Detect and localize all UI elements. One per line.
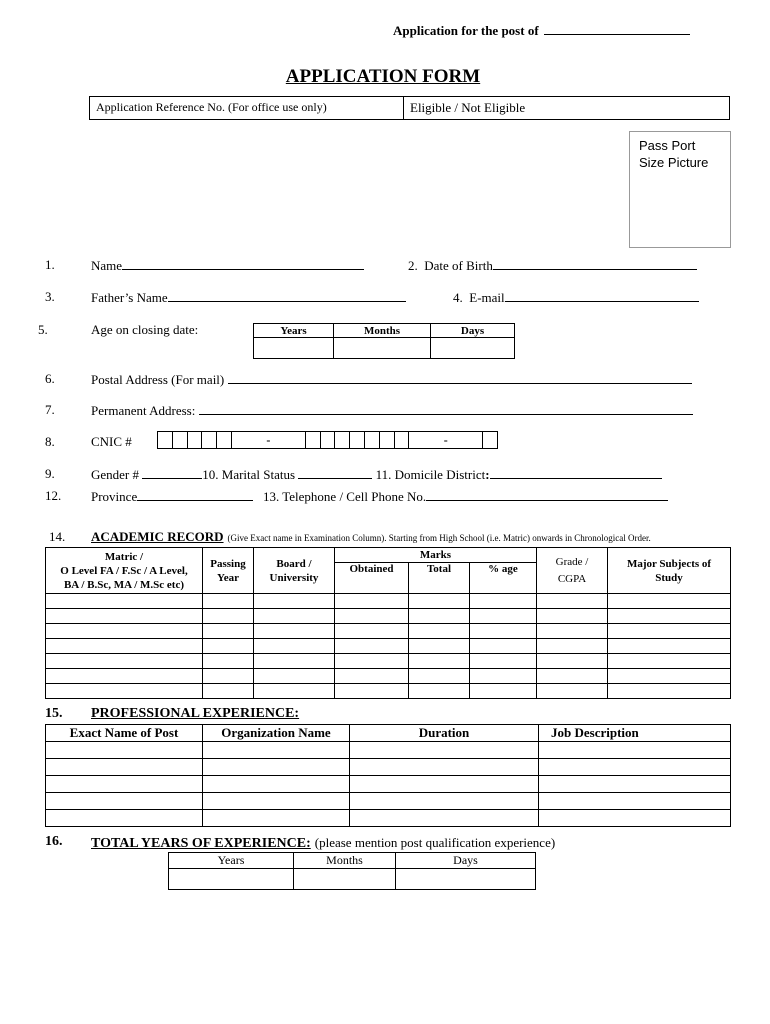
experience-cell[interactable] [350,810,539,827]
experience-cell[interactable] [46,759,203,776]
col-exam-line-1: Matric / [104,550,144,563]
experience-cell[interactable] [350,759,539,776]
experience-cell[interactable] [46,810,203,827]
academic-cell[interactable] [335,594,409,609]
academic-cell[interactable] [409,639,470,654]
postal-address-input[interactable] [228,371,692,384]
name-label: Name [91,258,123,273]
academic-cell[interactable] [470,684,537,699]
academic-row [46,639,731,654]
postal-address-field [91,371,692,388]
eligibility-label: Eligible / Not Eligible [410,100,526,115]
experience-cell[interactable] [46,793,203,810]
col-passing-line-1: Passing [210,557,246,570]
academic-cell[interactable] [335,624,409,639]
academic-cell[interactable] [46,639,203,654]
col-passing-year [203,548,254,594]
col-board [254,548,335,594]
age-label: Age on closing date: [91,322,199,337]
academic-cell[interactable] [46,594,203,609]
cnic-boxes [157,431,498,449]
academic-heading [91,528,651,546]
academic-cell[interactable] [46,609,203,624]
academic-cell[interactable] [409,609,470,624]
col-board-line-2: University [269,571,319,584]
domicile-input[interactable] [490,466,662,479]
section-number-15: 15. [45,706,63,721]
academic-row [46,624,731,639]
cnic-digit-11[interactable] [379,432,394,449]
cnic-digit-10[interactable] [364,432,379,449]
father-name-field [91,289,406,306]
academic-cell[interactable] [409,684,470,699]
col-job-description: Job Description [539,725,731,742]
academic-cell[interactable] [608,639,731,654]
experience-row [46,759,731,776]
academic-cell[interactable] [537,624,608,639]
academic-cell[interactable] [335,609,409,624]
col-subjects-line-1: Major Subjects of [626,557,712,570]
telephone-input[interactable] [426,488,668,501]
experience-cell[interactable] [203,776,350,793]
post-applied-line [393,22,690,39]
field-number-8: 8. [45,434,55,449]
total-years-input[interactable] [169,869,294,890]
academic-cell[interactable] [470,594,537,609]
total-experience-table [168,852,536,890]
domicile-colon: : [485,467,490,482]
field-number-1: 1. [45,257,55,272]
age-col-months: Months [334,324,431,338]
academic-cell[interactable] [608,684,731,699]
reference-divider [403,97,404,119]
academic-cell[interactable] [335,669,409,684]
section-number-14: 14. [49,529,66,544]
cnic-digit-7[interactable] [320,432,335,449]
email-label: E-mail [469,290,505,305]
academic-cell[interactable] [409,669,470,684]
academic-note: (Give Exact name in Examination Column). Starting from High School (i.e. Matric) onwards in Chronological Order. [227,533,651,543]
reference-box [89,96,730,120]
col-subjects [608,548,731,594]
total-experience-title: TOTAL YEARS OF EXPERIENCE: [91,836,311,851]
experience-cell[interactable] [350,742,539,759]
academic-cell[interactable] [537,594,608,609]
academic-cell[interactable] [608,594,731,609]
academic-cell[interactable] [470,609,537,624]
email-input[interactable] [505,289,699,302]
age-months-input[interactable] [334,338,431,359]
experience-cell[interactable] [46,742,203,759]
experience-cell[interactable] [350,793,539,810]
postal-address-label: Postal Address (For mail) [91,372,225,387]
age-table [253,323,515,359]
academic-cell[interactable] [470,654,537,669]
name-input[interactable] [122,257,364,270]
contact-row [91,488,668,505]
academic-record-table [45,547,731,699]
academic-cell[interactable] [254,669,335,684]
field-number-9: 9. [45,466,55,481]
col-exam-line-3: BA / B.Sc, MA / M.Sc etc) [63,578,185,591]
cnic-digit-5[interactable] [217,432,232,449]
cnic-digit-12[interactable] [394,432,409,449]
experience-cell[interactable] [539,759,731,776]
academic-cell[interactable] [537,669,608,684]
academic-cell[interactable] [335,684,409,699]
col-grade [537,548,608,594]
academic-cell[interactable] [254,654,335,669]
academic-cell[interactable] [409,654,470,669]
academic-cell[interactable] [335,639,409,654]
academic-cell[interactable] [203,609,254,624]
experience-row [46,810,731,827]
field-number-6: 6. [45,371,55,386]
field-number-5: 5. [38,322,48,337]
passport-photo-box[interactable] [629,131,731,248]
academic-cell[interactable] [537,654,608,669]
dob-field [408,257,697,274]
col-percent: % age [470,563,537,594]
col-subjects-line-2: Study [655,571,683,584]
experience-cell[interactable] [350,776,539,793]
col-organization: Organization Name [203,725,350,742]
col-marks: Marks [335,548,537,563]
total-col-months: Months [294,853,396,869]
total-experience-note: (please mention post qualification experience) [314,835,556,850]
cnic-dash-2: - [409,432,483,449]
personal-row [91,466,662,483]
col-post-name: Exact Name of Post [46,725,203,742]
academic-cell[interactable] [537,609,608,624]
post-applied-label: Application for the post of [393,23,539,38]
cnic-digit-1[interactable] [158,432,173,449]
cnic-digit-2[interactable] [172,432,187,449]
marital-status-label: 10. Marital Status [202,467,296,482]
academic-cell[interactable] [46,654,203,669]
col-obtained: Obtained [335,563,409,594]
academic-row [46,609,731,624]
academic-cell[interactable] [470,624,537,639]
permanent-address-label: Permanent Address: [91,403,196,418]
academic-cell[interactable] [608,669,731,684]
academic-cell[interactable] [203,654,254,669]
dob-label: Date of Birth [424,258,493,273]
experience-cell[interactable] [46,776,203,793]
field-number-2: 2. [408,258,418,273]
academic-cell[interactable] [203,669,254,684]
reference-label: Application Reference No. (For office use only) [96,100,327,114]
gender-input[interactable] [142,466,202,479]
field-number-3: 3. [45,289,55,304]
cnic-digit-4[interactable] [202,432,217,449]
telephone-label: 13. Telephone / Cell Phone No. [262,489,427,504]
father-name-label: Father’s Name [91,290,168,305]
academic-cell[interactable] [608,609,731,624]
field-number-12: 12. [45,488,62,503]
total-col-days: Days [396,853,536,869]
experience-cell[interactable] [539,776,731,793]
experience-cell[interactable] [203,810,350,827]
total-experience-heading [91,834,555,852]
post-applied-field[interactable] [544,22,690,35]
academic-cell[interactable] [470,639,537,654]
col-examination [46,548,203,594]
province-label: Province [91,489,138,504]
email-field [453,289,699,306]
cnic-digit-13[interactable] [483,432,498,449]
experience-cell[interactable] [539,793,731,810]
academic-cell[interactable] [46,669,203,684]
section-number-16: 16. [45,834,63,849]
col-total: Total [409,563,470,594]
experience-cell[interactable] [203,793,350,810]
experience-cell[interactable] [203,759,350,776]
age-days-input[interactable] [431,338,515,359]
permanent-address-input[interactable] [199,402,693,415]
academic-cell[interactable] [254,639,335,654]
academic-cell[interactable] [608,654,731,669]
field-number-7: 7. [45,402,55,417]
academic-cell[interactable] [46,684,203,699]
experience-row [46,742,731,759]
cnic-digit-9[interactable] [350,432,365,449]
photo-line-2: Size Picture [639,155,709,170]
age-col-days: Days [431,324,515,338]
academic-cell[interactable] [537,639,608,654]
academic-title: ACADEMIC RECORD [91,529,224,544]
academic-cell[interactable] [254,624,335,639]
academic-cell[interactable] [254,594,335,609]
permanent-address-field [91,402,693,419]
academic-cell[interactable] [203,624,254,639]
experience-cell[interactable] [539,742,731,759]
col-duration: Duration [350,725,539,742]
professional-experience-table [45,724,731,827]
academic-cell[interactable] [203,594,254,609]
academic-cell[interactable] [203,684,254,699]
experience-cell[interactable] [539,810,731,827]
total-months-input[interactable] [294,869,396,890]
academic-cell[interactable] [203,639,254,654]
cnic-digit-6[interactable] [305,432,320,449]
field-number-4: 4. [453,290,463,305]
total-days-input[interactable] [396,869,536,890]
academic-cell[interactable] [254,609,335,624]
academic-cell[interactable] [409,624,470,639]
experience-row [46,776,731,793]
dob-input[interactable] [493,257,697,270]
domicile-label: 11. Domicile District [375,467,486,482]
cnic-label: CNIC # [91,434,132,449]
cnic-dash-1: - [231,432,305,449]
photo-line-1: Pass Port [639,138,696,153]
academic-cell[interactable] [470,669,537,684]
col-board-line-1: Board / [276,557,312,570]
cnic-digit-3[interactable] [187,432,202,449]
age-years-input[interactable] [254,338,334,359]
total-col-years: Years [169,853,294,869]
academic-cell[interactable] [409,594,470,609]
page-title: APPLICATION FORM [285,66,481,87]
experience-row [46,793,731,810]
col-grade-line-2: CGPA [557,572,587,585]
gender-label: Gender # [91,467,140,482]
cnic-digit-8[interactable] [335,432,350,449]
academic-cell[interactable] [46,624,203,639]
academic-row [46,594,731,609]
professional-title: PROFESSIONAL EXPERIENCE: [91,706,300,721]
experience-cell[interactable] [203,742,350,759]
name-field [91,257,364,274]
academic-row [46,669,731,684]
academic-cell[interactable] [335,654,409,669]
academic-cell[interactable] [254,684,335,699]
father-name-input[interactable] [168,289,406,302]
col-grade-line-1: Grade / [555,555,589,568]
col-exam-line-2: O Level FA / F.Sc / A Level, [60,564,188,577]
province-input[interactable] [137,488,253,501]
academic-cell[interactable] [537,684,608,699]
age-col-years: Years [254,324,334,338]
academic-row [46,654,731,669]
marital-status-input[interactable] [298,466,372,479]
col-passing-line-2: Year [217,571,239,584]
academic-row [46,684,731,699]
academic-cell[interactable] [608,624,731,639]
